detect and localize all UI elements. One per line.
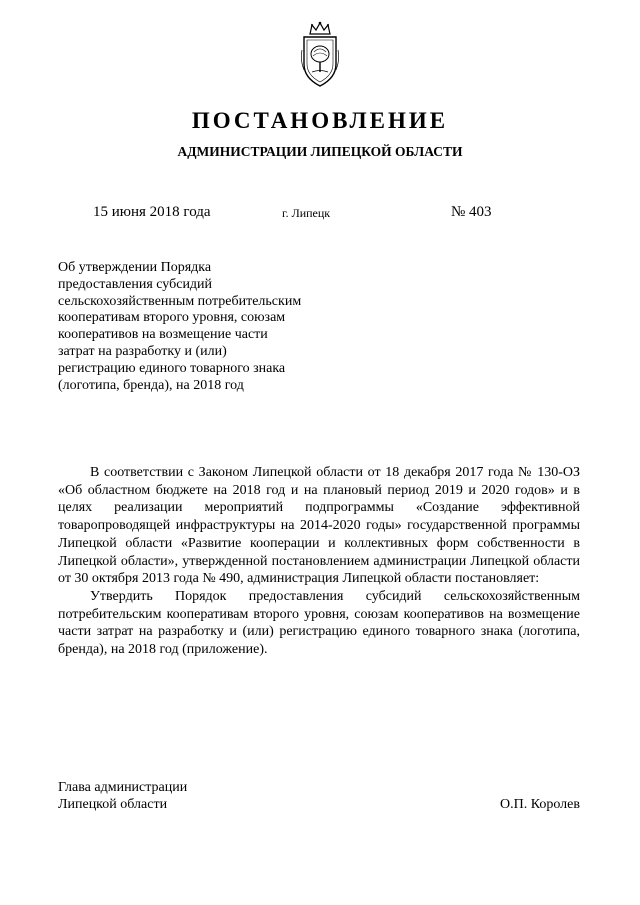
body-paragraph: В соответствии с Законом Липецкой области от 18 декабря 2017 года № 130-ОЗ «Об областном бюджете на 2018 год и на плановый период 2019 и 2020 годов» и в целях реализации мероприятий подпрограммы «Создание эффективной товаропроводящей инфраструктуры на 2014-2020 годы» государственной программы Липецкой области «Развитие кооперации и коллективных форм собственности в Липецкой области», утвержденной постановлением администрации Липецкой области от 30 октября 2013 года № 490, администрация Липецкой области постановляет: bbox=[58, 465, 580, 587]
document-city: г. Липецк bbox=[282, 206, 331, 220]
coat-of-arms-icon bbox=[300, 20, 340, 90]
subject-line: сельскохозяйственным потребительским bbox=[58, 293, 302, 309]
document-subject bbox=[58, 260, 348, 394]
subject-line: предоставления субсидий bbox=[58, 276, 213, 292]
signatory-name: О.П. Королев bbox=[500, 797, 580, 812]
document-number: № 403 bbox=[451, 204, 492, 220]
subject-line: кооперативам второго уровня, союзам bbox=[58, 310, 286, 326]
signatory-position: Глава администрации bbox=[58, 780, 188, 795]
subject-line: кооперативов на возмещение части bbox=[58, 327, 268, 343]
signatory-region: Липецкой области bbox=[58, 797, 168, 812]
body-paragraph: Утвердить Порядок предоставления субсидий сельскохозяйственным потребительским кооперативам второго уровня, союзам кооперативов на возмещение части затрат на разработку и (или) регистрацию единого товарного знака (логотипа, бренда), на 2018 год (приложение). bbox=[58, 588, 580, 658]
document-body bbox=[58, 464, 580, 659]
subject-line: регистрацию единого товарного знака bbox=[58, 360, 286, 376]
subject-line: затрат на разработку и (или) bbox=[58, 343, 227, 359]
document-subtitle: АДМИНИСТРАЦИИ ЛИПЕЦКОЙ ОБЛАСТИ bbox=[177, 144, 463, 159]
document-title: ПОСТАНОВЛЕНИЕ bbox=[191, 108, 449, 133]
signature-block bbox=[58, 779, 580, 813]
subject-line: Об утверждении Порядка bbox=[58, 260, 212, 275]
subject-line: (логотипа, бренда), на 2018 год bbox=[58, 377, 244, 393]
document-date: 15 июня 2018 года bbox=[93, 204, 211, 220]
